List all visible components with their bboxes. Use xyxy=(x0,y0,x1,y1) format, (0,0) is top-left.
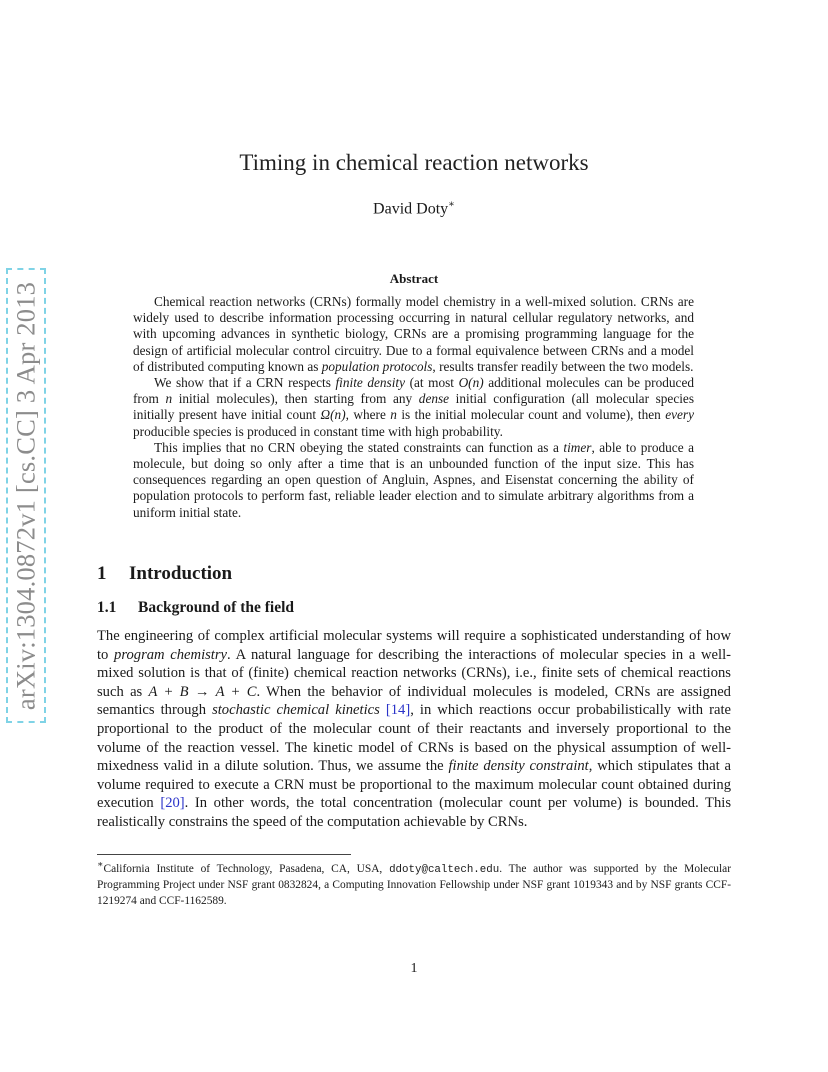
footnote: ∗California Institute of Technology, Pasadena, CA, USA, ddoty@caltech.edu. The author was supported by the Molecular Programming Project under NSF grant 0832824, a Computing Innovation Fellowship under NSF grant 1019343 and by NSF grants CCF-1219274 and CCF-1162589. xyxy=(97,860,731,907)
term-finite-density: finite density xyxy=(335,375,406,391)
math-omega-n: Ω(n) xyxy=(320,407,346,423)
math-n: n xyxy=(390,407,397,423)
arxiv-identifier-text: arXiv:1304.0872v1 [cs.CC] 3 Apr 2013 xyxy=(10,281,41,710)
math-big-o-n: O(n) xyxy=(458,375,484,391)
footnote-mark: ∗ xyxy=(97,860,104,870)
citation-link-20[interactable]: [20] xyxy=(160,795,185,812)
author-line xyxy=(0,199,828,218)
subsection-heading-background xyxy=(97,599,294,617)
abstract-paragraph-2: We show that if a CRN respects finite density (at most O(n) additional molecules can be produced from n initial molecules), then starting from any dense initial configuration (all molecular species initially present have initial count Ω(n), where n is the initial molecular count and volume), then every producible species is produced in constant time with high probability. xyxy=(133,375,695,439)
citation-link-14[interactable]: [14] xyxy=(385,702,411,719)
author-footnote-mark: ∗ xyxy=(448,199,455,210)
term-finite-density-constraint: finite density constraint xyxy=(448,758,589,775)
body-paragraph: The engineering of complex artificial molecular systems will require a sophisticated understanding of how to program chemistry. A natural language for describing the interactions of molecular species in a well-mixed solution is that of (finite) chemical reaction networks (CRNs), i.e., finite sets of chemical reactions such as A + B → A + C. When the behavior of individual molecules is modeled, CRNs are assigned semantics through stochastic chemical kinetics [14], in which reactions occur probabilistically with rate proportional to the product of the molecular count of their reactants and inversely proportional to the volume of the reaction vessel. The kinetic model of CRNs is based on the physical assumption of well-mixedness valid in a dilute solution. Thus, we assume the finite density constraint, which stipulates that a volume required to execute a CRN must be proportional to the maximum molecular count obtained during execution [20]. In other words, the total concentration (molecular count per volume) is bounded. This realistically constrains the speed of the computation achievable by CRNs. xyxy=(97,628,732,830)
arxiv-identifier-stamp xyxy=(6,268,46,723)
abstract-body xyxy=(133,294,694,521)
math-reaction-example: A + B → A + C xyxy=(148,683,257,700)
footnote-divider xyxy=(97,854,351,855)
section-title: Introduction xyxy=(129,563,233,584)
author-email: ddoty@caltech.edu xyxy=(389,863,500,876)
section-heading-introduction xyxy=(97,563,232,585)
math-n: n xyxy=(165,391,173,407)
abstract-paragraph-3: This implies that no CRN obeying the stated constraints can function as a timer, able to produce a molecule, but doing so only after a time that is an unbounded function of the input size. This has consequences regarding an open question of Angluin, Aspnes, and Eisenstat concerning the ability of population protocols to perform fast, reliable leader election and to simulate arbitrary algorithms from a uniform initial state. xyxy=(133,439,695,520)
term-population-protocols: population protocols xyxy=(321,358,433,374)
page-number: 1 xyxy=(410,961,418,976)
term-dense: dense xyxy=(418,391,450,407)
subsection-title: Background of the field xyxy=(138,599,295,616)
term-stochastic-chemical-kinetics: stochastic chemical kinetics xyxy=(212,702,380,719)
subsection-number: 1.1 xyxy=(97,599,117,616)
term-timer: timer xyxy=(563,439,592,455)
author-name: David Doty xyxy=(373,200,449,218)
abstract-paragraph-1: Chemical reaction networks (CRNs) formally model chemistry in a well-mixed solution. CRNs are widely used to describe information processing occurring in natural cellular regulatory networks, and with upcoming advances in synthetic biology, CRNs are a promising programming language for the design of artificial molecular control circuitry. Due to a formal equivalence between CRNs and a model of distributed computing known as population protocols, results transfer readily between the two models. xyxy=(133,294,694,374)
abstract-heading: Abstract xyxy=(389,271,439,286)
term-every: every xyxy=(665,407,695,423)
paper-title: Timing in chemical reaction networks xyxy=(239,150,589,175)
term-program-chemistry: program chemistry xyxy=(114,646,228,663)
section-number: 1 xyxy=(97,563,107,584)
